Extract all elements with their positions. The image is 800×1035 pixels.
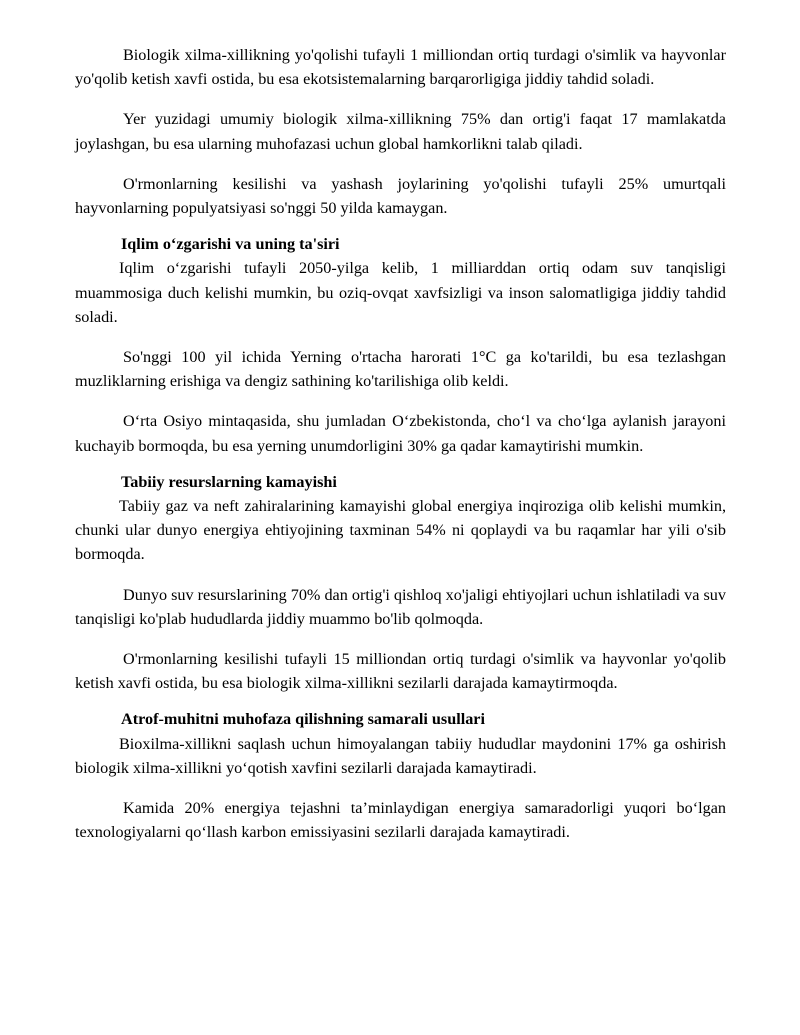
section-protection [75, 707, 726, 844]
paragraph: Iqlim o‘zgarishi tufayli 2050-yilga kelib, 1 milliarddan ortiq odam suv tanqisligi muammosiga duch kelishi mumkin, bu oziq-ovqat xavfsizligi va inson salomatligiga jiddiy tahdid soladi. [75, 259, 726, 326]
paragraph: Kamida 20% energiya tejashni ta’minlaydigan energiya samaradorligi yuqori bo‘lgan texnologiyalarni qo‘llash karbon emissiyasini sezilarli darajada kamaytiradi. [75, 799, 726, 842]
paragraph: O'rmonlarning kesilishi va yashash joylarining yo'qolishi tufayli 25% umurtqali hayvonlarning populyatsiyasi so'nggi 50 yilda kamaygan. [75, 174, 726, 218]
section-climate [75, 232, 726, 458]
paragraph: Tabiiy gaz va neft zahiralarining kamayishi global energiya inqiroziga olib kelishi mumkin, chunki ular dunyo energiya ehtiyojining taxminan 54% ni qoplaydi va bu raqamlar har yili o'sib bormoqda. [75, 497, 726, 564]
section-heading: Atrof-muhitni muhofaza qilishning samarali usullari [121, 710, 485, 729]
paragraph: Bioxilma-xillikni saqlash uchun himoyalangan tabiiy hududlar maydonini 17% ga oshirish biologik xilma-xillikni yo‘qotish xavfini sezilarli darajada kamaytiradi. [75, 734, 726, 777]
document-page [75, 43, 726, 844]
paragraph: Dunyo suv resurslarining 70% dan ortig'i qishloq xo'jaligi ehtiyojlari uchun ishlatiladi va suv tanqisligi ko'plab hududlarda jiddiy muammo bo'lib qolmoqda. [75, 585, 726, 628]
paragraph: O‘rta Osiyo mintaqasida, shu jumladan O‘zbekistonda, cho‘l va cho‘lga aylanish jarayoni kuchayib bormoqda, bu esa yerning unumdorligini 30% ga qadar kamaytirishi mumkin. [75, 412, 726, 455]
section-heading: Iqlim o‘zgarishi va uning ta'siri [121, 235, 340, 254]
paragraph: Yer yuzidagi umumiy biologik xilma-xillikning 75% dan ortig'i faqat 17 mamlakatda joylashgan, bu esa ularning muhofazasi uchun global hamkorlikni talab qiladi. [75, 110, 726, 153]
paragraph: O'rmonlarning kesilishi tufayli 15 milliondan ortiq turdagi o'simlik va hayvonlar yo'qolib ketish xavfi ostida, bu esa biologik xilma-xillikni sezilarli darajada kamaytirmoqda. [75, 650, 726, 693]
section-resources [75, 470, 726, 696]
paragraph: So'nggi 100 yil ichida Yerning o'rtacha harorati 1°C ga ko'tarildi, bu esa tezlashgan muzliklarning erishiga va dengiz sathining ko'tarilishiga olib keldi. [75, 348, 726, 391]
paragraph: Biologik xilma-xillikning yo'qolishi tufayli 1 milliondan ortiq turdagi o'simlik va hayvonlar yo'qolib ketish xavfi ostida, bu esa ekotsistemalarning barqarorligiga jiddiy tahdid soladi. [75, 46, 726, 89]
section-heading: Tabiiy resurslarning kamayishi [121, 472, 337, 491]
